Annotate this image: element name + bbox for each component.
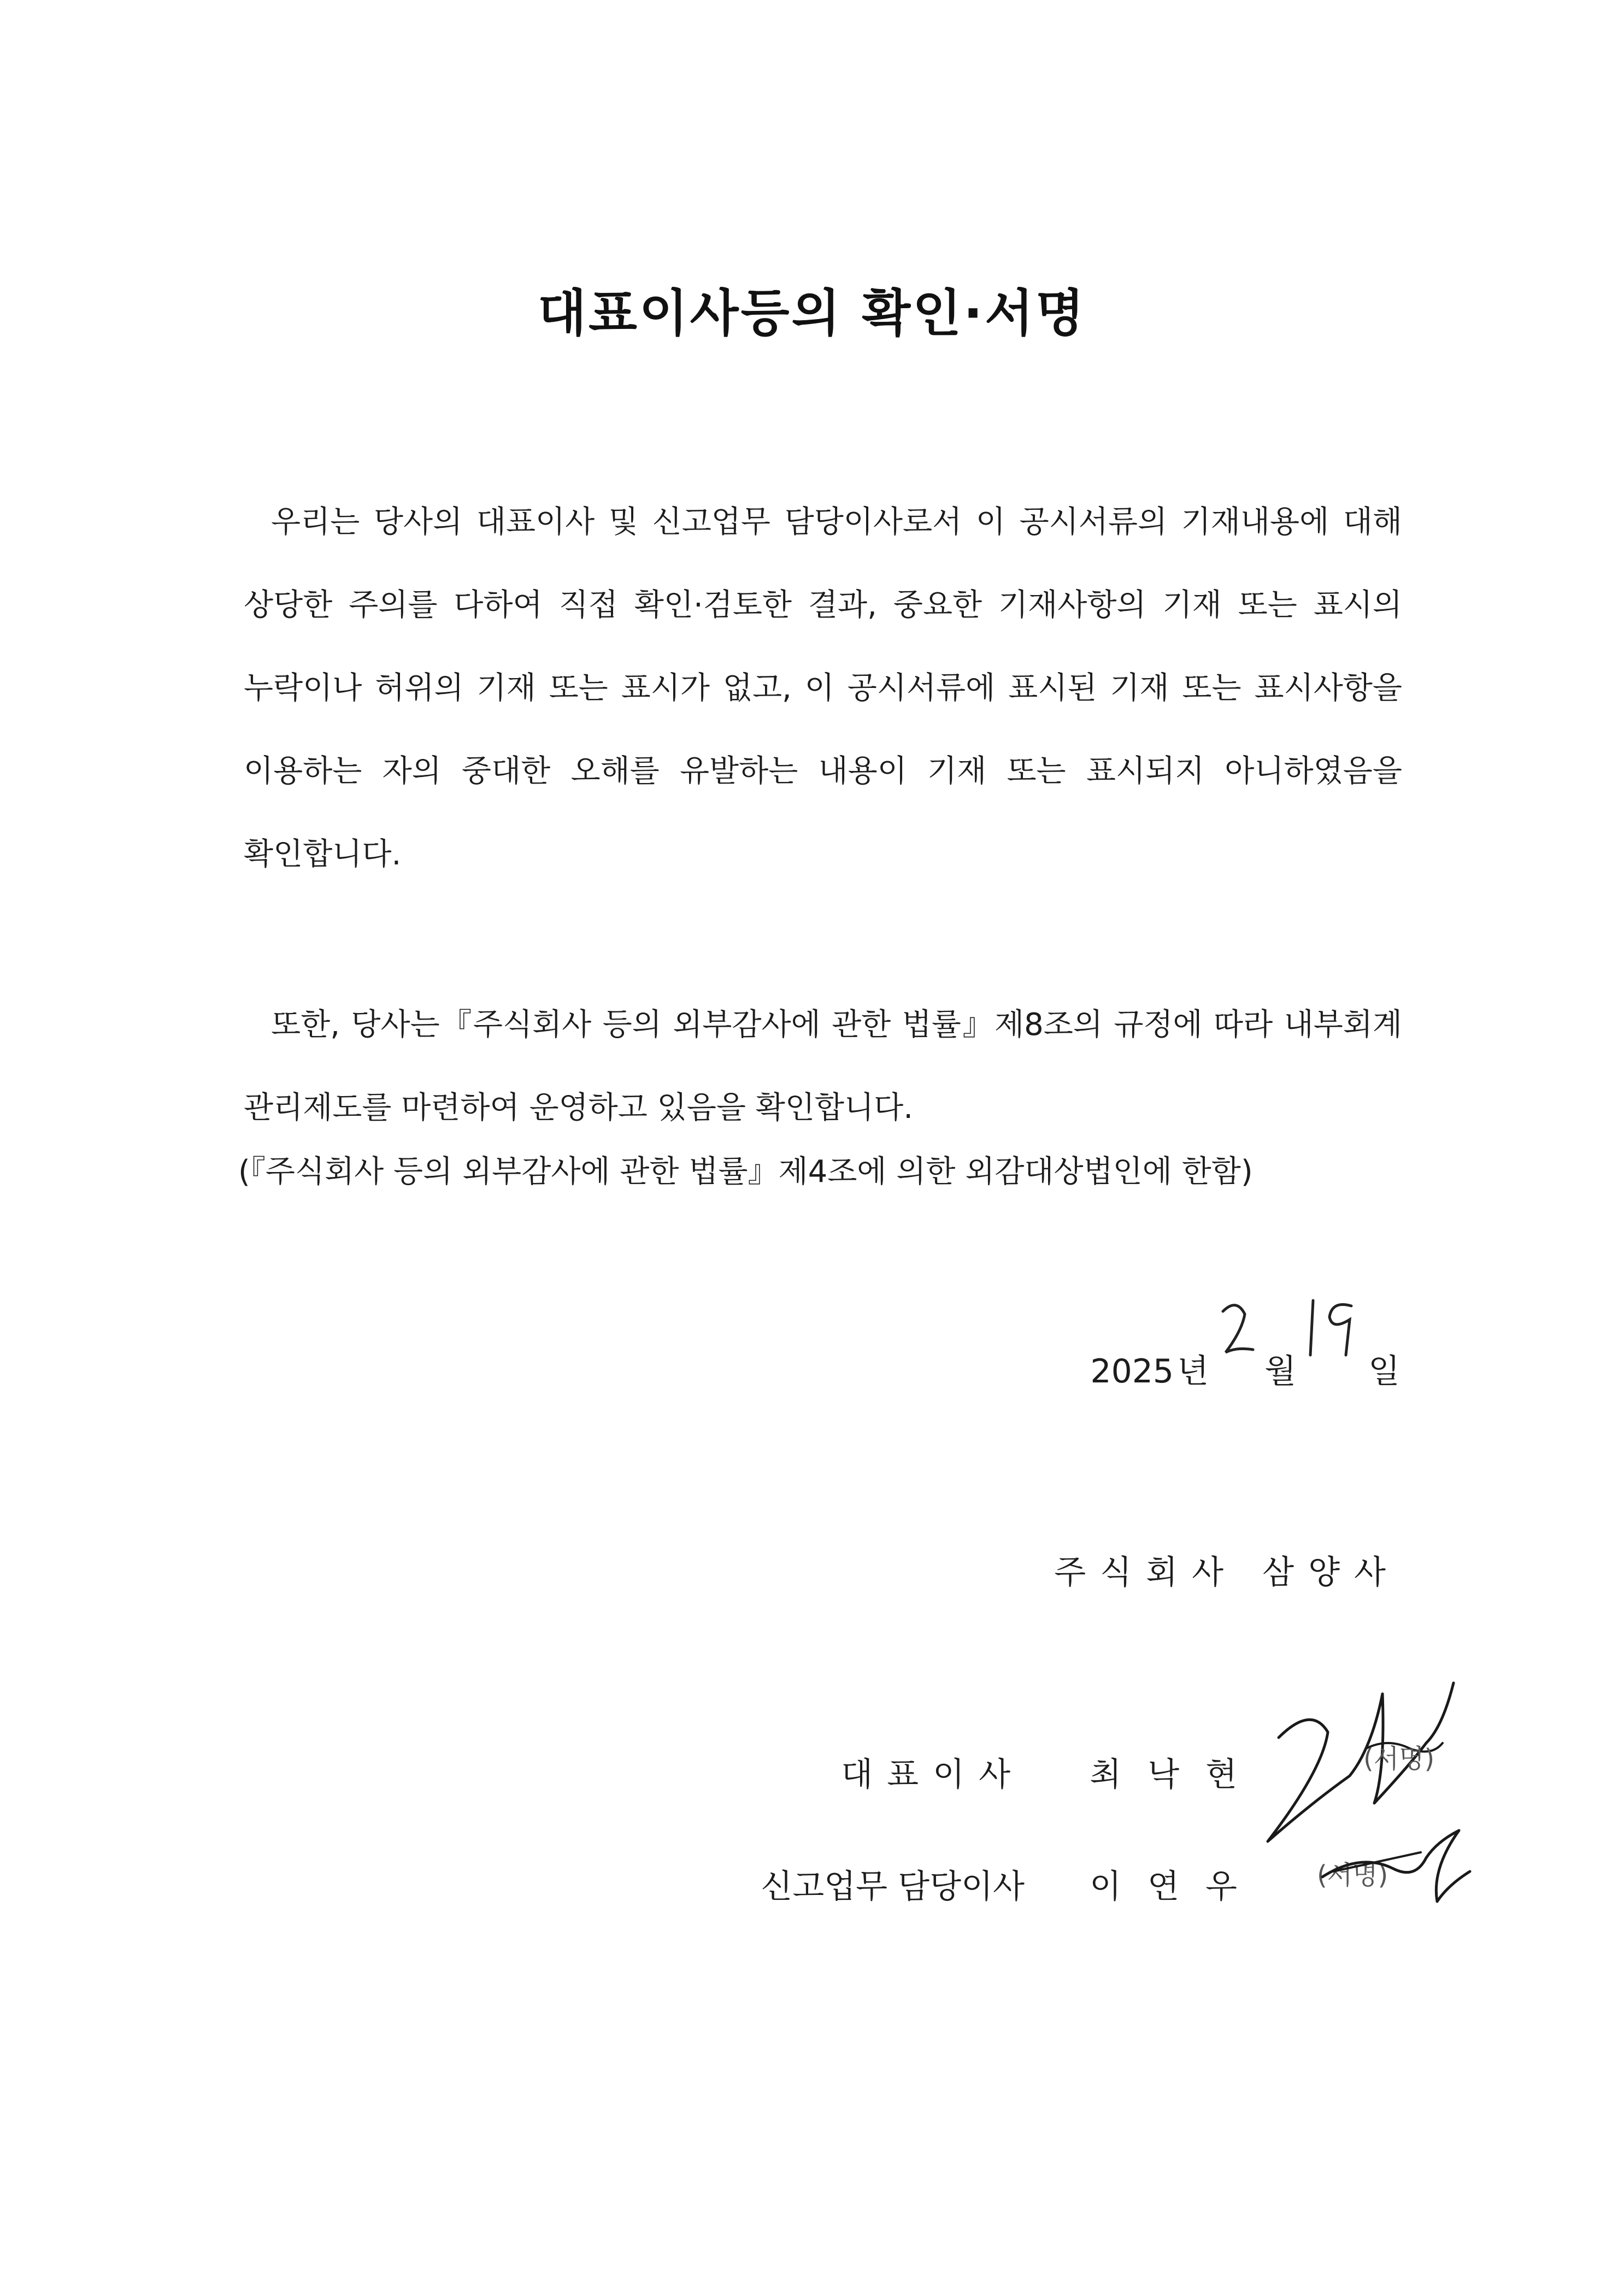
- officer-seal-note: (서명): [1317, 1860, 1388, 1891]
- signer-name: 이연우: [1090, 1868, 1263, 1906]
- document-title: 대표이사등의 확인·서명: [538, 284, 1086, 343]
- scope-note: (『주식회사 등의 외부감사에 관한 법률』제4조에 의한 외감대상법인에 한함): [238, 1154, 1253, 1190]
- date-year-unit: 년: [1177, 1352, 1209, 1391]
- officer-signature: [1301, 1820, 1481, 1907]
- handwritten-month-glyph: [1212, 1295, 1261, 1361]
- confirmation-paragraph: 우리는 당사의 대표이사 및 신고업무 담당이사로서 이 공시서류의 기재내용에 대해 상당한 주의를 다하여 직접 확인·검토한 결과, 중요한 기재사항의 기재 또는 표시의 누락이나 허위의 기재 또는 표시가 없고, 이 공시서류에 표시된 기재 또는 표시사항을 이용하는 자의 중대한 오해를 유발하는 내용이 기재 또는 표시되지 아니하였음을 확인합니다.: [244, 504, 1402, 872]
- company-name: 주식회사 삼양사: [1054, 1553, 1400, 1592]
- ceo-seal-note: (서명): [1363, 1744, 1435, 1774]
- signer-ceo: [841, 1749, 1263, 1795]
- date-day-unit: 일: [1368, 1352, 1400, 1391]
- handwritten-day-glyph: [1299, 1295, 1365, 1361]
- internal-control-paragraph: 또한, 당사는『주식회사 등의 외부감사에 관한 법률』제8조의 규정에 따라 내부회계 관리제도를 마련하여 운영하고 있음을 확인합니다.: [244, 1007, 1402, 1126]
- signature-date: [1090, 1333, 1400, 1392]
- date-month-handwritten: [1212, 1333, 1261, 1382]
- signer-role: 대표이사: [841, 1756, 1025, 1794]
- date-day-handwritten: [1299, 1333, 1365, 1382]
- date-month-unit: 월: [1264, 1352, 1297, 1391]
- signer-name: 최낙현: [1090, 1756, 1263, 1794]
- date-year: 2025: [1090, 1352, 1174, 1391]
- signer-reporting-officer: [761, 1861, 1263, 1908]
- signer-role: 신고업무 담당이사: [761, 1868, 1025, 1906]
